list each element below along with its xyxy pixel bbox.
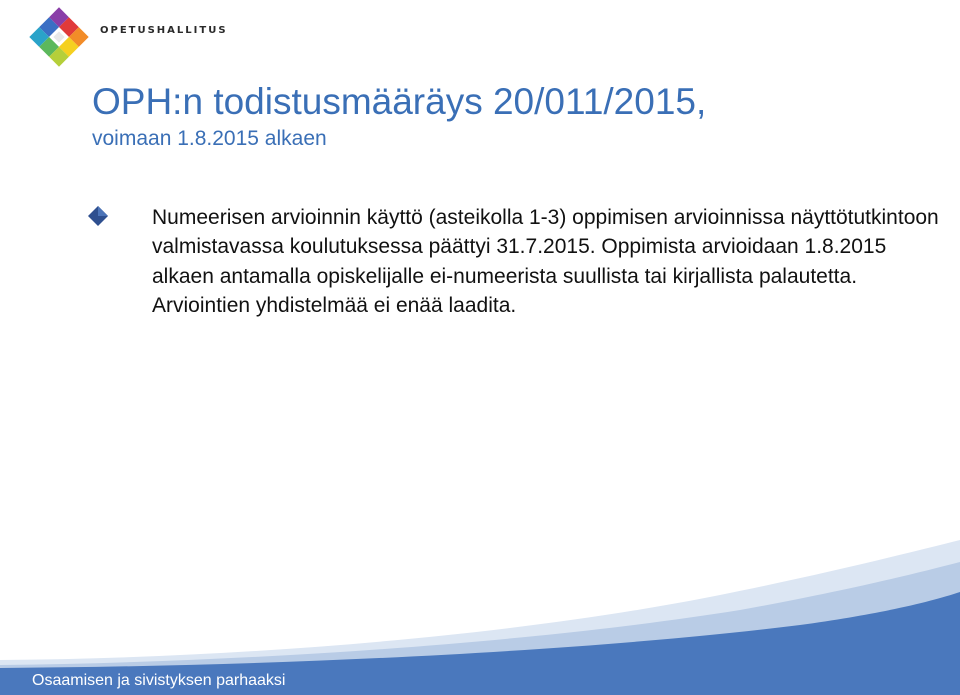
slide-title: OPH:n todistusmääräys 20/011/2015, <box>92 81 707 122</box>
bullet-text: Numeerisen arvioinnin käyttö (asteikolla 1-3) oppimisen arvioinnissa näyttötutkintoon valmistavassa koulutuksessa päättyi 31.7.2015. Oppimista arvioidaan 1.8.2015 alkaen antamalla opiskelijalle ei-numeerista suullista tai kirjallista palautetta. Arviointien yhdistelmää ei enää laadita. <box>152 206 939 318</box>
org-name: OPETUSHALLITUS <box>100 25 228 36</box>
diamond-mosaic-logo-icon <box>28 6 90 68</box>
slide-subtitle: voimaan 1.8.2015 alkaen <box>92 127 327 150</box>
diamond-bullet-icon <box>87 205 109 227</box>
footer-slogan: Osaamisen ja sivistyksen parhaaksi <box>32 672 286 689</box>
